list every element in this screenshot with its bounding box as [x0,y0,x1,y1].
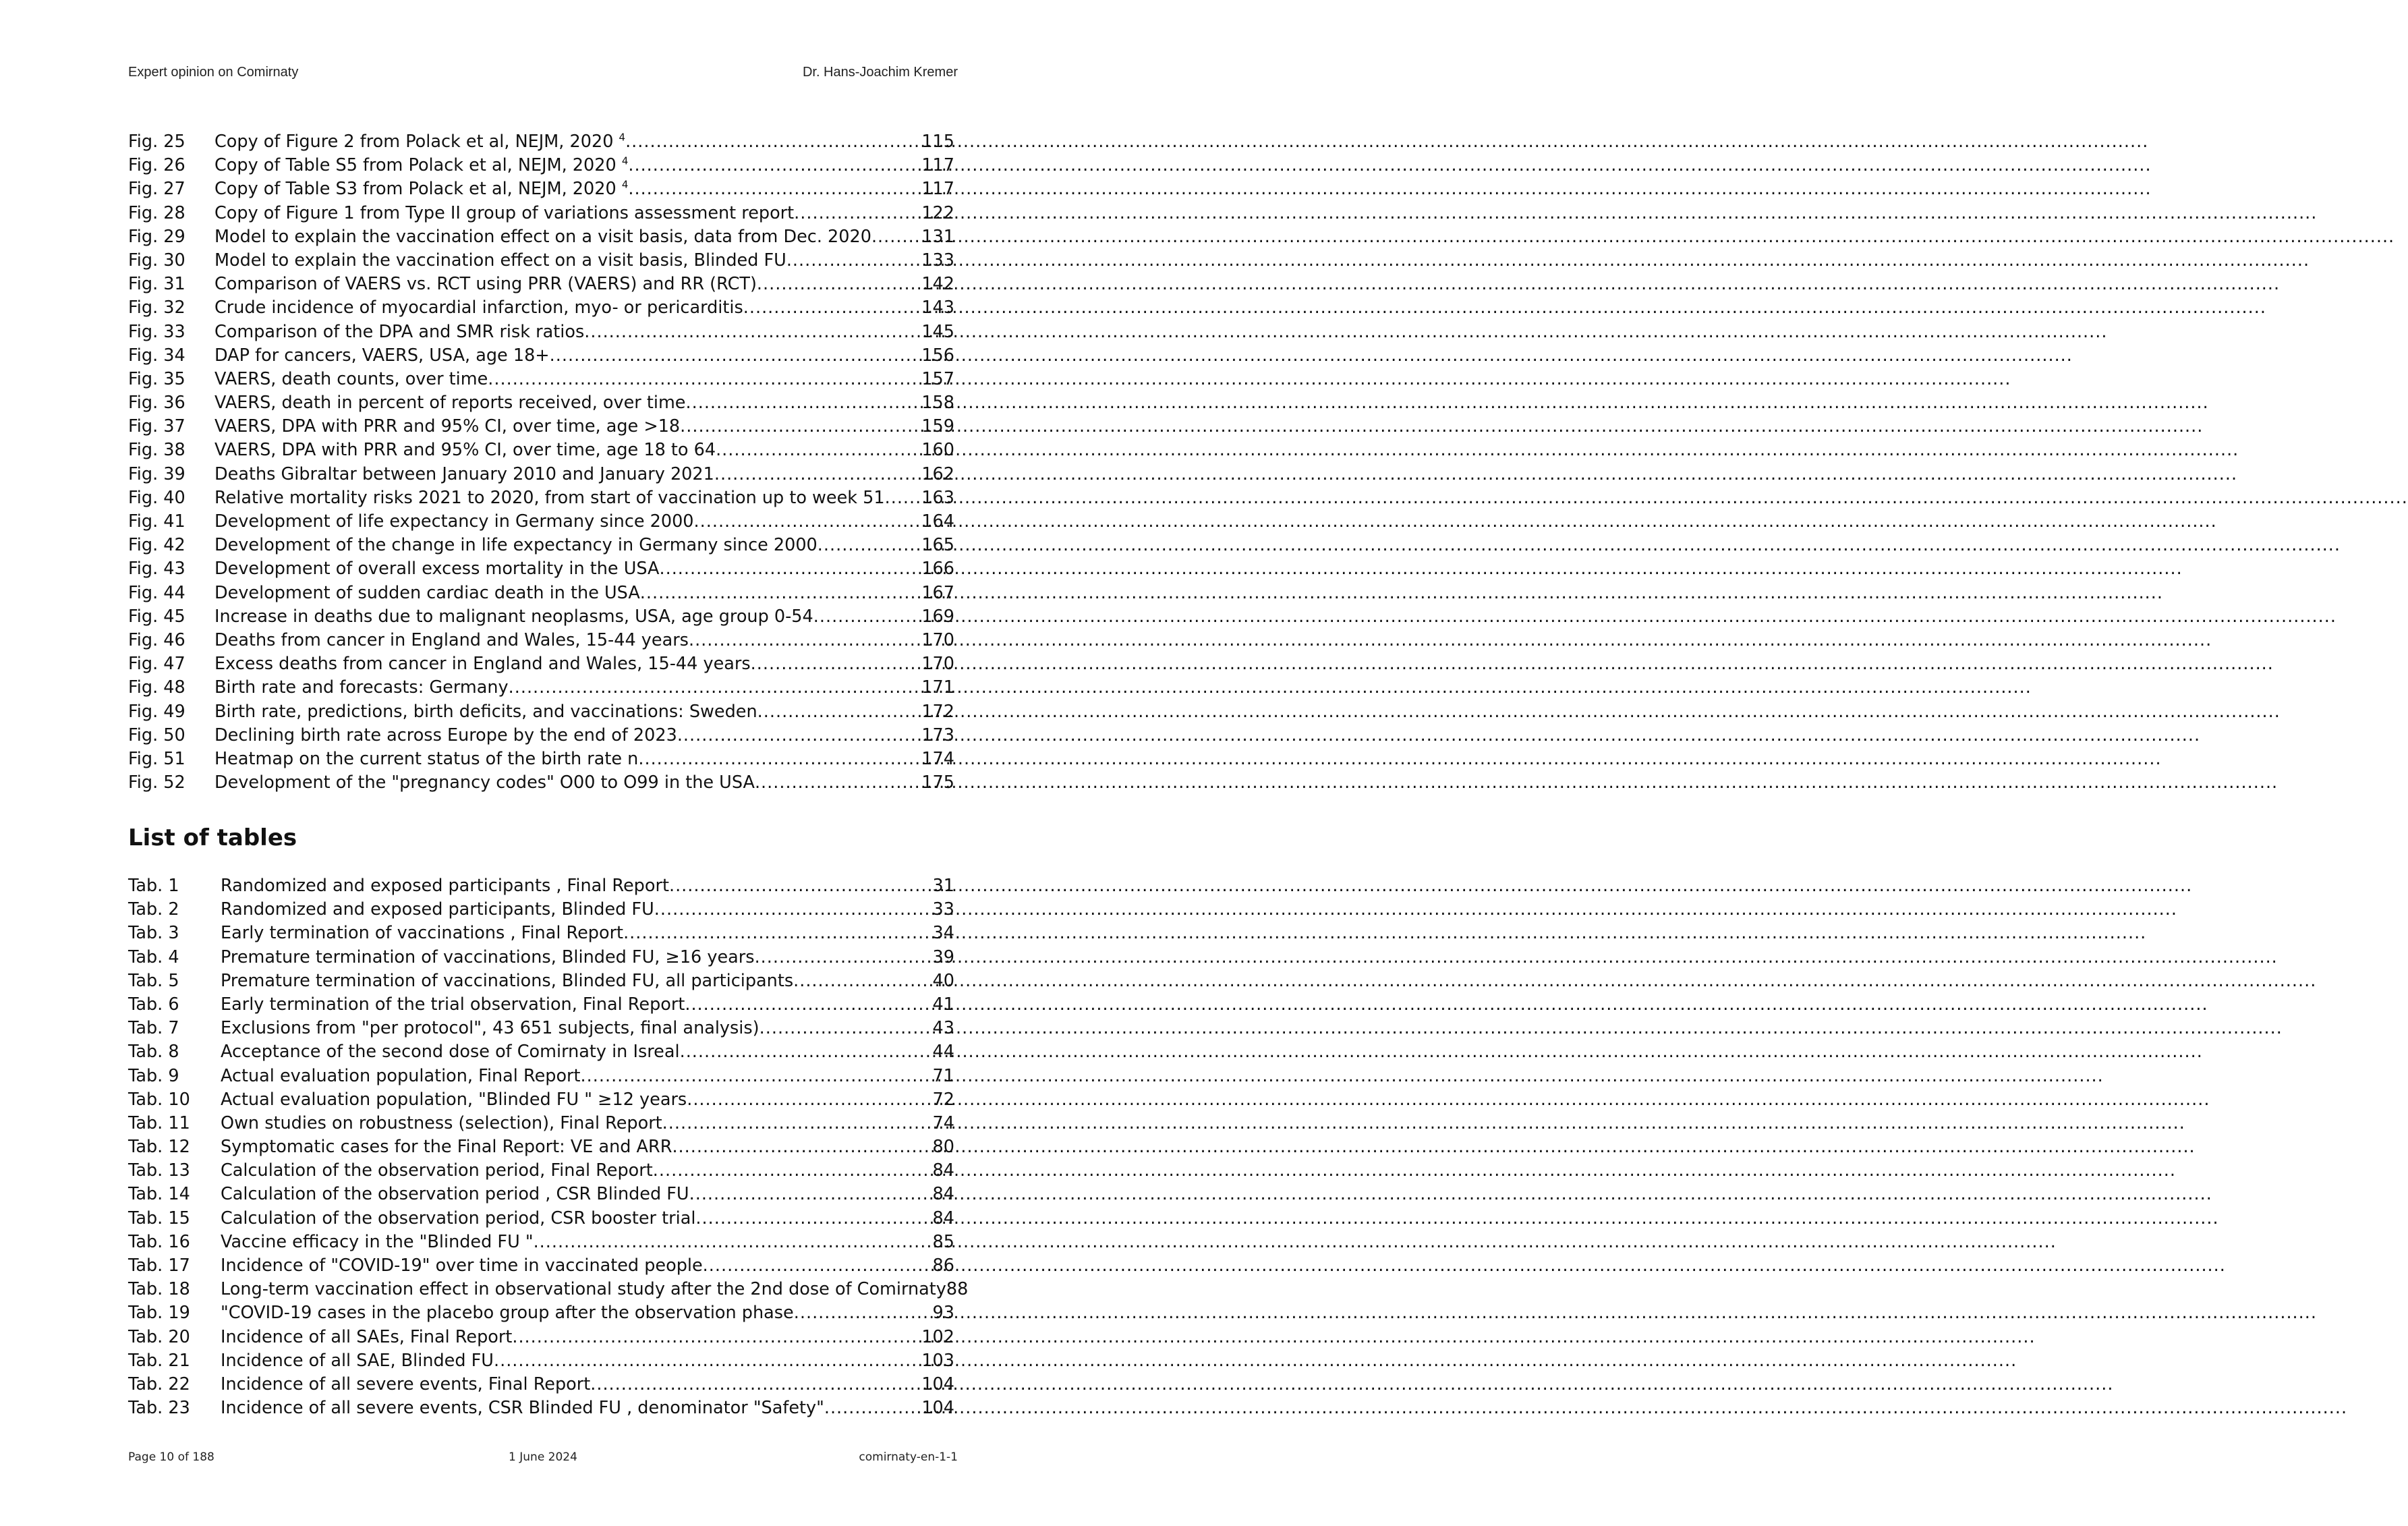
table-page-number: 86 [932,1255,954,1276]
figure-number: Fig. 44 [128,582,185,603]
dot-leader [662,1112,933,1135]
table-title: Early termination of vaccinations , Final Report [221,923,624,944]
dot-leader [654,898,933,922]
dot-leader [786,249,922,273]
figure-page-number: 173 [921,725,954,745]
table-page-number: 104 [921,1398,954,1419]
table-number: Tab. 1 [128,876,179,896]
table-page-number: 71 [932,1065,954,1086]
figure-title: Copy of Figure 2 from Polack et al, NEJM, 2020 [214,132,614,152]
dot-leader [685,993,932,1017]
table-page-number: 104 [921,1374,954,1394]
dot-leader [885,486,922,510]
dot-leader [755,771,921,795]
figure-number: Fig. 49 [128,701,185,722]
figure-page-number: 164 [921,511,954,532]
table-number: Tab. 4 [128,946,179,967]
table-page-number: 34 [932,923,954,944]
figure-page-number: 174 [921,748,954,769]
table-page-number: 41 [932,994,954,1015]
figure-page-number: 167 [921,582,954,603]
table-page-number: 31 [932,876,954,896]
table-title: Calculation of the observation period, CSR booster trial [221,1208,696,1228]
dot-leader [488,368,921,391]
dot-leader [640,582,922,605]
dot-leader [669,874,933,898]
figure-title: Heatmap on the current status of the birth rate n [214,748,639,769]
figure-page-number: 172 [921,701,954,722]
figure-number: Fig. 47 [128,654,185,675]
dot-leader [672,1135,932,1159]
dot-leader [755,946,933,969]
figure-number: Fig. 36 [128,393,185,414]
table-title: Incidence of all SAE, Blinded FU [221,1350,494,1371]
list-of-tables-heading: List of tables [128,824,297,851]
table-page-number: 80 [932,1137,954,1158]
table-title: Own studies on robustness (selection), Final Report [221,1112,662,1133]
figure-page-number: 175 [921,772,954,793]
figure-title: Declining birth rate across Europe by the end of 2023 [214,725,677,745]
table-number: Tab. 23 [128,1398,190,1419]
dot-leader [794,202,921,225]
table-page-number: 93 [932,1303,954,1324]
figure-number: Fig. 45 [128,606,185,627]
table-title: Actual evaluation population, "Blinded FU " ≥12 years [221,1089,687,1110]
figure-number: Fig. 31 [128,274,185,295]
figure-number: Fig. 27 [128,179,185,200]
table-number: Tab. 19 [128,1303,190,1324]
dot-leader [757,700,922,724]
figure-number: Fig. 32 [128,298,185,318]
figure-number: Fig. 50 [128,725,185,745]
figure-title: Development of the "pregnancy codes" O00 to O99 in the USA [214,772,755,793]
figure-title: Copy of Figure 1 from Type II group of variations assessment report [214,202,795,223]
figure-page-number: 169 [921,606,954,627]
figure-page-number: 133 [921,250,954,271]
table-page-number: 43 [932,1018,954,1039]
dot-leader [686,391,922,415]
table-page-number: 84 [932,1160,954,1181]
footer-date: 1 June 2024 [509,1450,577,1464]
table-page-number: 39 [932,946,954,967]
table-number: Tab. 18 [128,1279,190,1300]
figure-number: Fig. 40 [128,487,185,508]
figure-page-number: 170 [921,629,954,650]
table-number: Tab. 12 [128,1137,190,1158]
table-title: Premature termination of vaccinations, Blinded FU, all participants [221,970,794,991]
figure-title: VAERS, DPA with PRR and 95% CI, over time, age >18 [214,416,681,437]
table-number: Tab. 20 [128,1326,190,1347]
figure-page-number: 171 [921,677,954,698]
table-number: Tab. 10 [128,1089,190,1110]
footer-page-number: Page 10 of 188 [128,1450,214,1464]
figure-title: Deaths from cancer in England and Wales, 15-44 years [214,629,689,650]
dot-leader [714,463,921,486]
figure-number: Fig. 35 [128,368,185,389]
dot-leader [757,273,921,296]
figure-title: Copy of Table S5 from Polack et al, NEJM, 2020 [214,155,617,176]
figure-title: Deaths Gibraltar between January 2010 and January 2021 [214,463,714,484]
figure-page-number: 117 [921,155,954,176]
figure-number: Fig. 26 [128,155,185,176]
table-title: Randomized and exposed participants, Blinded FU [221,899,654,920]
dot-leader [813,605,922,629]
figure-title: Relative mortality risks 2021 to 2020, from start of vaccination up to week 51 [214,487,885,508]
dot-leader [509,676,922,700]
figure-title: Model to explain the vaccination effect on a visit basis, data from Dec. 2020 [214,226,871,247]
figure-title: Crude incidence of myocardial infarction, myo- or pericarditis [214,298,743,318]
figure-number: Fig. 34 [128,345,185,366]
table-number: Tab. 7 [128,1018,179,1039]
figure-page-number: 131 [921,226,954,247]
table-title: Calculation of the observation period, Final Report [221,1160,653,1181]
table-title: Incidence of "COVID-19" over time in vaccinated people [221,1255,703,1276]
figure-page-number: 145 [921,321,954,342]
table-title: Symptomatic cases for the Final Report: VE and ARR [221,1137,672,1158]
figure-page-number: 165 [921,535,954,556]
table-page-number: 44 [932,1042,954,1063]
figure-page-number: 156 [921,345,954,366]
figure-number: Fig. 28 [128,202,185,223]
table-number: Tab. 11 [128,1112,190,1133]
figure-number: Fig. 51 [128,748,185,769]
dot-leader [818,534,922,557]
table-number: Tab. 8 [128,1042,179,1063]
figure-title: Copy of Table S3 from Polack et al, NEJM, 2020 [214,179,617,200]
figure-title: Development of life expectancy in Germany since 2000 [214,511,694,532]
figure-number: Fig. 29 [128,226,185,247]
dot-leader [628,177,921,201]
table-title: "COVID-19 cases in the placebo group after the observation phase [221,1303,794,1324]
figure-title: Development of overall excess mortality in the USA [214,559,660,580]
figure-title: Birth rate, predictions, birth deficits, and vaccinations: Sweden [214,701,757,722]
figure-number: Fig. 43 [128,559,185,580]
figure-number: Fig. 52 [128,772,185,793]
table-page-number: 84 [932,1208,954,1228]
table-title: Acceptance of the second dose of Comirnaty in Isreal [221,1042,680,1063]
figure-number: Fig. 41 [128,511,185,532]
table-number: Tab. 15 [128,1208,190,1228]
dot-leader [680,1040,933,1064]
dot-leader [628,154,921,177]
dot-leader [680,415,921,439]
table-title: Premature termination of vaccinations, Blinded FU, ≥16 years [221,946,755,967]
figure-number: Fig. 38 [128,440,185,461]
figure-title: Increase in deaths due to malignant neoplasms, USA, age group 0-54 [214,606,813,627]
figure-title: Excess deaths from cancer in England and Wales, 15-44 years [214,654,751,675]
table-title: Early termination of the trial observation, Final Report [221,994,685,1015]
dot-leader [584,320,921,344]
table-number: Tab. 16 [128,1231,190,1252]
figure-title: VAERS, death in percent of reports received, over time [214,393,686,414]
figure-page-number: 159 [921,416,954,437]
figure-page-number: 143 [921,298,954,318]
figure-page-number: 142 [921,274,954,295]
dot-leader [689,629,921,652]
table-page-number: 102 [921,1326,954,1347]
table-title: Exclusions from "per protocol", 43 651 subjects, final analysis) [221,1018,759,1039]
dot-leader [793,969,932,993]
figure-title: Model to explain the vaccination effect on a visit basis, Blinded FU [214,250,786,271]
table-number: Tab. 2 [128,899,179,920]
dot-leader [623,922,932,945]
figure-page-number: 117 [921,179,954,200]
dot-leader [794,1301,933,1325]
table-page-number: 84 [932,1184,954,1205]
dot-leader [659,557,921,581]
dot-leader [759,1017,933,1040]
figure-number: Fig. 48 [128,677,185,698]
table-page-number: 40 [932,970,954,991]
dot-leader [687,1088,932,1112]
figure-title: Birth rate and forecasts: Germany [214,677,509,698]
figure-page-number: 160 [921,440,954,461]
dot-leader [677,724,922,747]
table-title: Randomized and exposed participants , Final Report [221,876,669,896]
table-title: Incidence of all severe events, CSR Blinded FU , denominator "Safety" [221,1398,824,1419]
figure-page-number: 163 [921,487,954,508]
table-number: Tab. 3 [128,923,179,944]
table-title: Calculation of the observation period , CSR Blinded FU [221,1184,689,1205]
figure-page-number: 158 [921,393,954,414]
header-author: Dr. Hans-Joachim Kremer [802,65,958,80]
reference-superscript: 4 [619,131,626,144]
figure-number: Fig. 46 [128,629,185,650]
figure-title: VAERS, death counts, over time [214,368,488,389]
dot-leader [534,1231,933,1254]
table-number: Tab. 14 [128,1184,190,1205]
table-number: Tab. 5 [128,970,179,991]
table-title: Long-term vaccination effect in observational study after the 2nd dose of Comirnaty [221,1279,946,1300]
table-number: Tab. 21 [128,1350,190,1371]
dot-leader [550,344,922,368]
dot-leader [581,1065,933,1088]
table-page-number: 85 [932,1231,954,1252]
dot-leader [638,747,921,771]
figure-number: Fig. 39 [128,463,185,484]
figure-number: Fig. 30 [128,250,185,271]
dot-leader [751,652,922,676]
header-document-title: Expert opinion on Comirnaty [128,65,299,80]
figure-title: Development of the change in life expectancy in Germany since 2000 [214,535,818,556]
dot-leader [653,1159,933,1183]
dot-leader [824,1396,921,1420]
page-header [128,65,958,85]
dot-leader [689,1183,933,1206]
figure-page-number: 122 [921,202,954,223]
dot-leader [512,1326,921,1349]
dot-leader [694,510,922,534]
figure-number: Fig. 42 [128,535,185,556]
reference-superscript: 4 [621,154,629,167]
figure-number: Fig. 37 [128,416,185,437]
figure-page-number: 115 [921,132,954,152]
footer-document-id: comirnaty-en-1-1 [859,1450,958,1464]
table-page-number: 33 [932,899,954,920]
dot-leader [625,130,921,154]
reference-superscript: 4 [621,178,629,191]
table-number: Tab. 13 [128,1160,190,1181]
figure-title: DAP for cancers, VAERS, USA, age 18+ [214,345,550,366]
figure-title: Comparison of VAERS vs. RCT using PRR (VAERS) and RR (RCT) [214,274,757,295]
table-page-number: 74 [932,1112,954,1133]
table-title: Actual evaluation population, Final Report [221,1065,581,1086]
page-footer [128,1450,958,1468]
dot-leader [590,1373,921,1396]
figure-page-number: 157 [921,368,954,389]
figure-title: Comparison of the DPA and SMR risk ratios [214,321,585,342]
figure-number: Fig. 33 [128,321,185,342]
figure-number: Fig. 25 [128,132,185,152]
table-page-number: 72 [932,1089,954,1110]
figure-title: VAERS, DPA with PRR and 95% CI, over time, age 18 to 64 [214,440,716,461]
table-page-number: 103 [921,1350,954,1371]
table-number: Tab. 17 [128,1255,190,1276]
figure-title: Development of sudden cardiac death in the USA [214,582,640,603]
figure-page-number: 166 [921,559,954,580]
document-page [0,0,1079,1526]
table-page-number: 88 [946,1279,969,1300]
table-number: Tab. 22 [128,1374,190,1394]
table-title: Incidence of all SAEs, Final Report [221,1326,513,1347]
dot-leader [871,225,921,249]
table-title: Vaccine efficacy in the "Blinded FU " [221,1231,534,1252]
dot-leader [743,296,922,320]
figure-page-number: 162 [921,463,954,484]
table-number: Tab. 9 [128,1065,179,1086]
table-title: Incidence of all severe events, Final Report [221,1374,591,1394]
dot-leader [716,439,921,462]
table-number: Tab. 6 [128,994,179,1015]
dot-leader [494,1349,921,1373]
dot-leader [703,1254,933,1278]
figure-page-number: 170 [921,654,954,675]
dot-leader [695,1207,932,1231]
